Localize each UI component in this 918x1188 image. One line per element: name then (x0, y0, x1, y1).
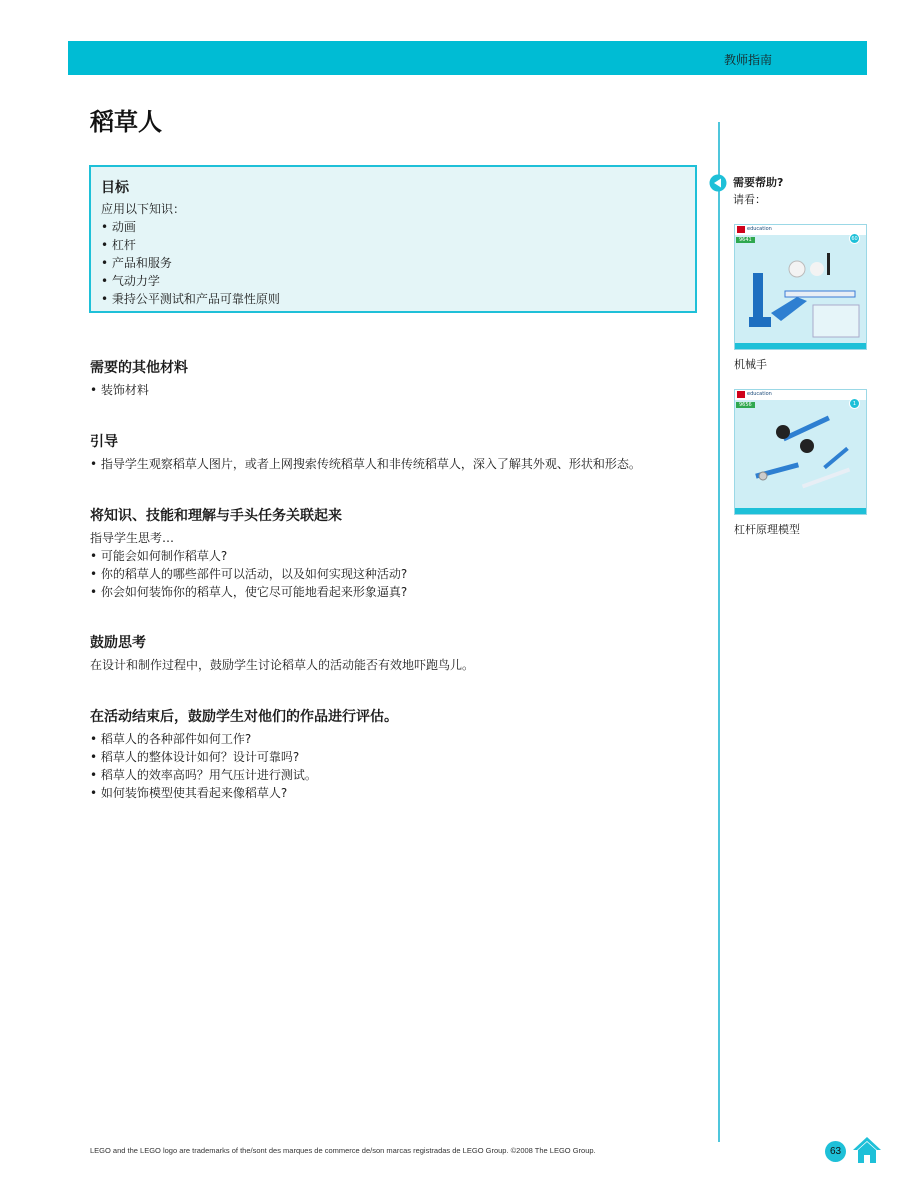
encourage-title: 鼓励思考 (90, 635, 146, 651)
connect-item: • 你会如何装饰你的稻草人，使它尽可能地看起来形象逼真? (90, 583, 710, 601)
evaluate-item: • 稻草人的效率高吗？用气压计进行测试。 (90, 766, 710, 784)
goal-box (89, 165, 697, 313)
goal-item: • 气动力学 (101, 272, 685, 290)
goal-item: • 动画 (101, 218, 685, 236)
card-code: 9656 (736, 402, 755, 408)
lego-logo-icon (737, 226, 745, 233)
connect-section (90, 505, 710, 601)
materials-item: • 装饰材料 (90, 381, 710, 399)
goal-title: 目标 (101, 180, 129, 196)
intro-title: 引导 (90, 434, 118, 450)
evaluate-section (90, 706, 710, 802)
goal-item: • 产品和服务 (101, 254, 685, 272)
card-label: 机械手 (734, 358, 767, 371)
intro-item: • 指导学生观察稻草人图片，或者上网搜索传统稻草人和非传统稻草人，深入了解其外观、形状和形态。 (90, 455, 710, 473)
encourage-text: 在设计和制作过程中，鼓励学生讨论稻草人的活动能否有效地吓跑鸟儿。 (90, 658, 475, 672)
footer-legal-text: LEGO and the LEGO logo are trademarks of the/sont des marques de commerce de/son marcas registradas de LEGO Group. ©2008 The LEGO Group. (90, 1146, 596, 1155)
help-title: 需要帮助? (733, 176, 784, 189)
goal-item: • 秉持公平测试和产品可靠性原则 (101, 290, 685, 308)
materials-section (90, 357, 710, 399)
model-card-levers[interactable] (734, 389, 867, 515)
page-title: 稻草人 (90, 108, 162, 136)
card-number: 60 (849, 233, 860, 244)
home-icon[interactable] (852, 1136, 882, 1164)
goal-item: • 杠杆 (101, 236, 685, 254)
connect-item: • 你的稻草人的哪些部件可以活动，以及如何实现这种活动? (90, 565, 710, 583)
side-divider (718, 122, 720, 1142)
arrow-left-circle-icon (709, 174, 727, 192)
card-label: 杠杆原理模型 (734, 523, 800, 536)
card-brand: education (747, 391, 772, 397)
lego-logo-icon (737, 391, 745, 398)
encourage-section (90, 632, 710, 674)
evaluate-title: 在活动结束后，鼓励学生对他们的作品进行评估。 (90, 709, 398, 725)
header-label: 教师指南 (723, 53, 772, 67)
connect-title: 将知识、技能和理解与手头任务关联起来 (90, 508, 342, 524)
card-brand: education (747, 226, 772, 232)
evaluate-item: • 稻草人的整体设计如何？设计可靠吗? (90, 748, 710, 766)
robotic-hand-model-image (741, 245, 863, 341)
connect-item: • 可能会如何制作稻草人? (90, 547, 710, 565)
connect-intro: 指导学生思考… (90, 531, 175, 545)
card-code: 9641 (736, 237, 755, 243)
goal-intro: 应用以下知识： (101, 202, 186, 216)
page-number-badge: 63 (825, 1141, 846, 1162)
materials-title: 需要的其他材料 (90, 360, 188, 376)
header-bar (68, 41, 867, 75)
evaluate-item: • 如何装饰模型使其看起来像稻草人? (90, 784, 710, 802)
evaluate-item: • 稻草人的各种部件如何工作? (90, 730, 710, 748)
intro-section (90, 431, 710, 473)
help-subtitle: 请看： (733, 193, 766, 206)
card-number: 1 (849, 398, 860, 409)
lever-models-image (741, 410, 863, 506)
model-card-robotic-hand[interactable] (734, 224, 867, 350)
